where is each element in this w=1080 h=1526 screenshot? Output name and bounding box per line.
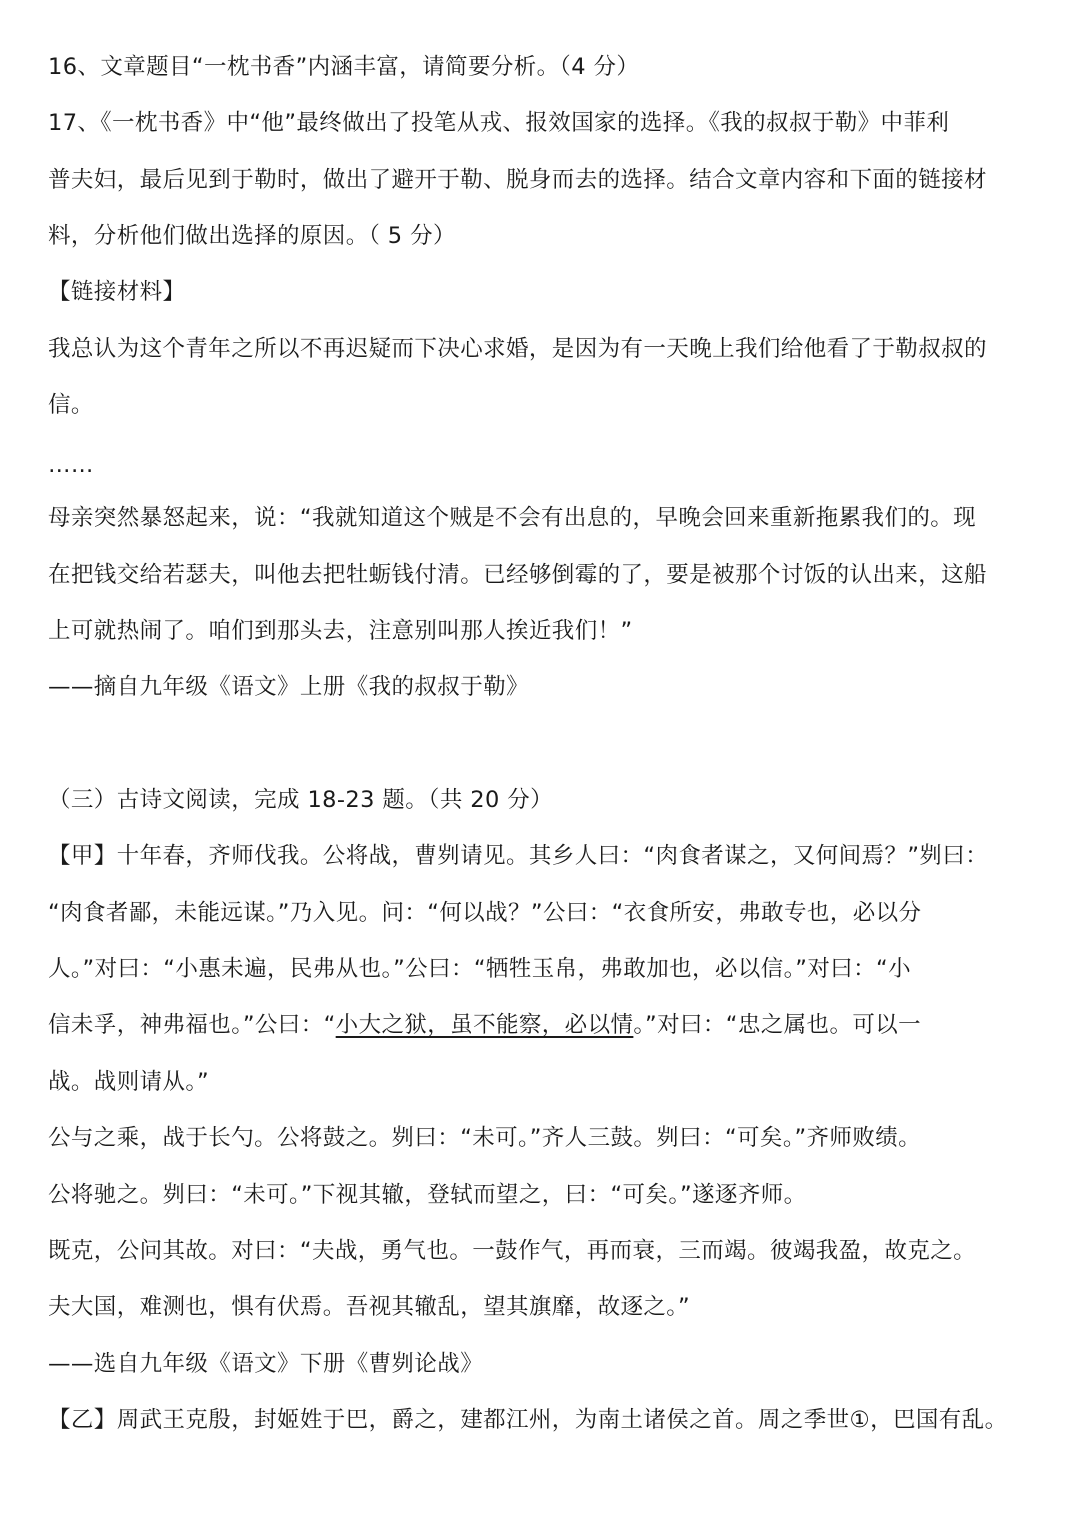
jia-paragraph-2-line-1: 公与之乘，战于长勺。公将鼓之。刿曰：“未可。”齐人三鼓。刿曰：“可矣。”齐师败绩。 bbox=[48, 1125, 922, 1151]
link-paragraph-2-line-1: 母亲突然暴怒起来，说：“我就知道这个贼是不会有出息的，早晚会回来重新拖累我们的。现 bbox=[48, 505, 977, 531]
jia-line-4-prefix: 信未孚，神弗福也。”公曰：“ bbox=[48, 1012, 336, 1038]
jia-paragraph-2-line-2: 公将驰之。刿曰：“未可。”下视其辙，登轼而望之，曰：“可矣。”遂逐齐师。 bbox=[48, 1182, 807, 1208]
jia-paragraph-3-line-2: 夫大国，难测也，惧有伏焉。吾视其辙乱，望其旗靡，故逐之。” bbox=[48, 1294, 691, 1320]
link-paragraph-1-line-2: 信。 bbox=[48, 392, 94, 418]
ellipsis: …… bbox=[48, 452, 94, 478]
jia-paragraph-1-line-3: 人。”对曰：“小惠未遍，民弗从也。”公曰：“牺牲玉帛，弗敢加也，必以信。”对曰：“小 bbox=[48, 956, 911, 982]
yi-paragraph-line-1: 【乙】周武王克殷，封姬姓于巴，爵之，建都江州，为南土诸侯之首。周之季世①，巴国有乱。 bbox=[48, 1407, 1008, 1433]
jia-source: ——选自九年级《语文》下册《曹刿论战》 bbox=[48, 1351, 484, 1377]
question-16: 16、文章题目“一枕书香”内涵丰富，请简要分析。（4 分） bbox=[48, 54, 640, 80]
jia-line-4-suffix: 。”对曰：“忠之属也。可以一 bbox=[633, 1012, 922, 1038]
link-paragraph-2-line-3: 上可就热闹了。咱们到那头去，注意别叫那人挨近我们！” bbox=[48, 618, 633, 644]
section-3-heading: （三）古诗文阅读，完成 18-23 题。（共 20 分） bbox=[48, 787, 554, 813]
jia-paragraph-1-line-1: 【甲】十年春，齐师伐我。公将战，曹刿请见。其乡人曰：“肉食者谋之，又何间焉？”刿曰： bbox=[48, 843, 989, 869]
link-paragraph-2-line-2: 在把钱交给若瑟夫，叫他去把牡蛎钱付清。已经够倒霉的了，要是被那个讨饭的认出来，这船 bbox=[48, 562, 987, 588]
link-paragraph-1-line-1: 我总认为这个青年之所以不再迟疑而下决心求婚，是因为有一天晚上我们给他看了于勒叔叔的 bbox=[48, 336, 987, 362]
link-material-heading: 【链接材料】 bbox=[48, 279, 186, 305]
jia-paragraph-1-line-5: 战。战则请从。” bbox=[48, 1069, 210, 1095]
question-17-line-2: 普夫妇，最后见到于勒时，做出了避开于勒、脱身而去的选择。结合文章内容和下面的链接材 bbox=[48, 167, 987, 193]
link-source: ——摘自九年级《语文》上册《我的叔叔于勒》 bbox=[48, 674, 529, 700]
jia-paragraph-1-line-4 bbox=[48, 1010, 1044, 1040]
question-17-line-3: 料，分析他们做出选择的原因。（ 5 分） bbox=[48, 223, 456, 249]
jia-paragraph-3-line-1: 既克，公问其故。对曰：“夫战，勇气也。一鼓作气，再而衰，三而竭。彼竭我盈，故克之。 bbox=[48, 1238, 977, 1264]
underlined-sentence: 小大之狱，虽不能察，必以情 bbox=[335, 1012, 634, 1038]
jia-paragraph-1-line-2: “肉食者鄙，未能远谋。”乃入见。问：“何以战？”公曰：“衣食所安，弗敢专也，必以分 bbox=[48, 900, 922, 926]
question-17-line-1: 17、《一枕书香》中“他”最终做出了投笔从戎、报效国家的选择。《我的叔叔于勒》中菲利 bbox=[48, 110, 950, 136]
